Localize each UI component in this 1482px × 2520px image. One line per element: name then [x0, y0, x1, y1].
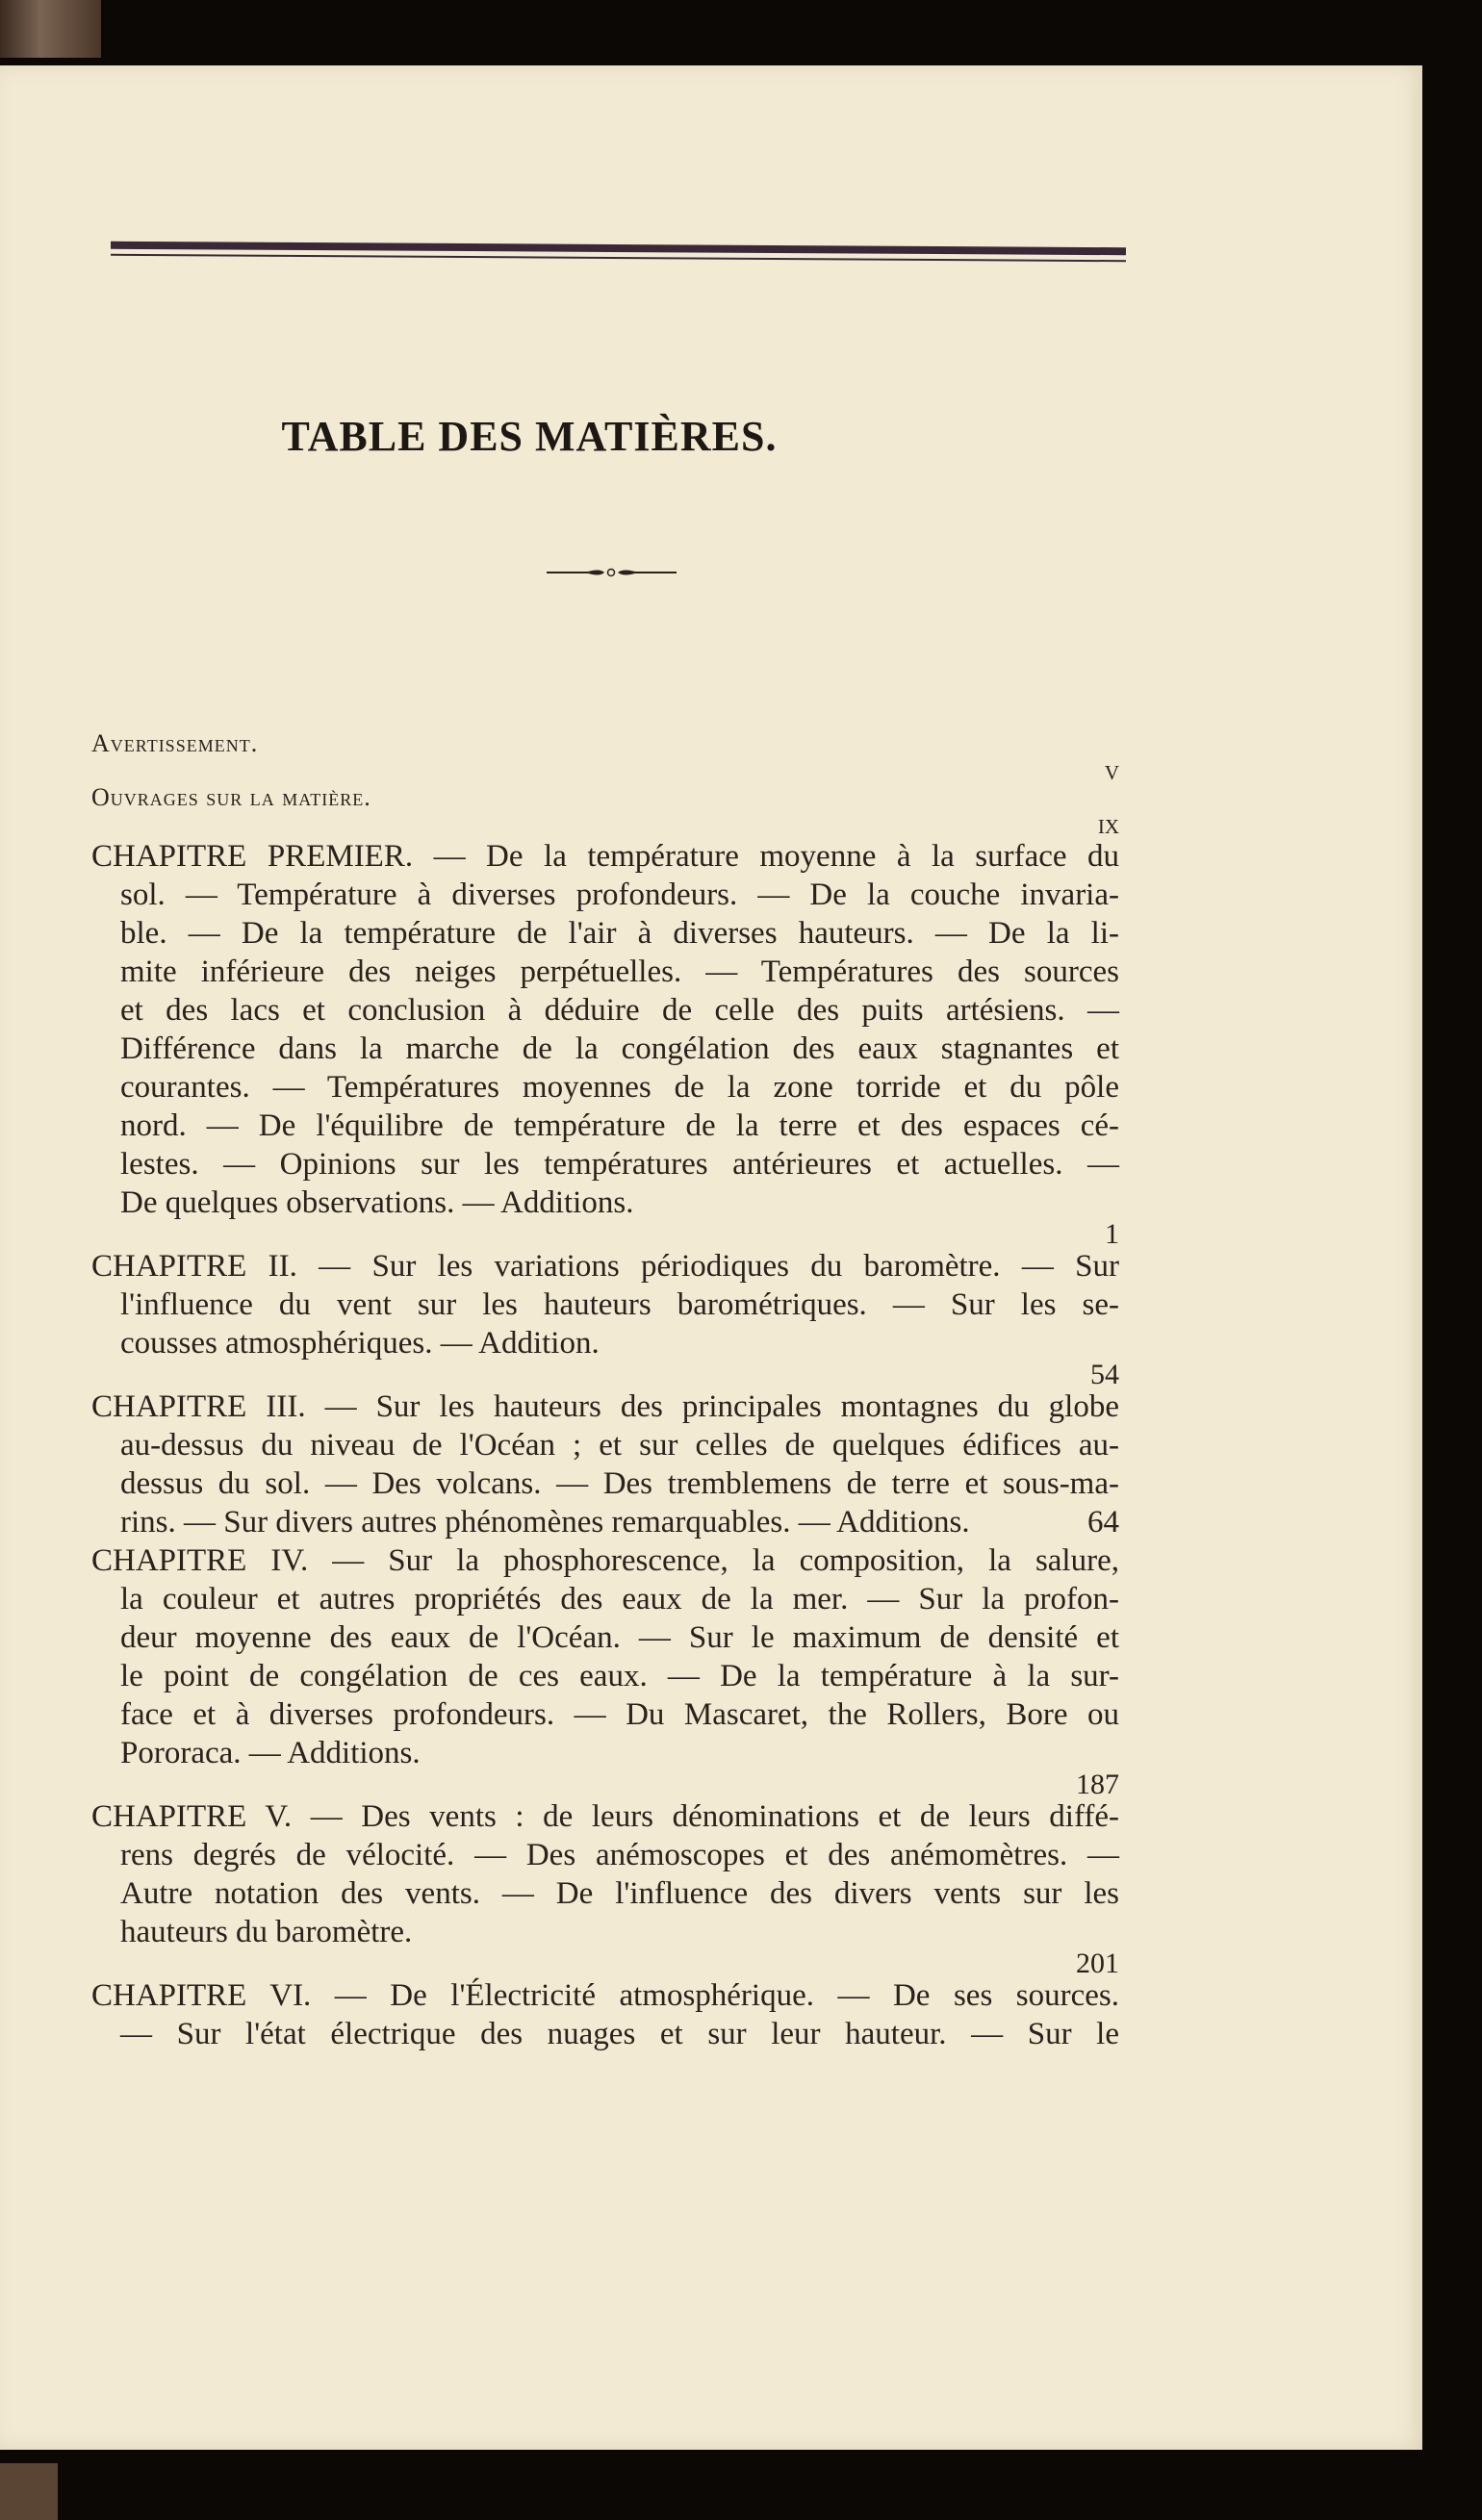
toc-line: hauteurs du baromètre. [120, 1915, 413, 1949]
toc-line: deur moyenne des eaux de l'Océan. — Sur le maximum de densité et [120, 1620, 1119, 1655]
page-number: ix [1097, 808, 1119, 840]
toc-line: Autre notation des vents. — De l'influence des divers vents sur les [120, 1876, 1119, 1911]
toc-line: la couleur et autres propriétés des eaux de la mer. — Sur la profon- [120, 1582, 1119, 1616]
toc-entry-ouvrages: Ouvrages sur la matière. [91, 783, 371, 811]
toc-line: CHAPITRE V. — Des vents : de leurs dénominations et de leurs diffé- [91, 1799, 1119, 1834]
page-number: 201 [1076, 1947, 1119, 1979]
toc-line: le point de congélation de ces eaux. — De la température à la sur- [120, 1659, 1119, 1693]
toc-entry-chapter [91, 1797, 1119, 1979]
toc-line: CHAPITRE IV. — Sur la phosphorescence, la composition, la salure, [91, 1543, 1119, 1578]
toc-line: CHAPITRE II. — Sur les variations périodiques du baromètre. — Sur [91, 1249, 1119, 1284]
toc-line: dessus du sol. — Des volcans. — Des tremblemens de terre et sous-ma- [120, 1466, 1119, 1501]
toc-entry-chapter [91, 1541, 1119, 1800]
toc-line: au-dessus du niveau de l'Océan ; et sur celles de quelques édifices au- [120, 1428, 1119, 1463]
toc-line: nord. — De l'équilibre de température de la terre et des espaces cé- [120, 1108, 1119, 1143]
toc-entry-chapter [91, 1387, 1119, 1541]
toc-line: — Sur l'état électrique des nuages et sur leur hauteur. — Sur le [120, 2017, 1119, 2051]
toc-line: rens degrés de vélocité. — Des anémoscopes et des anémomètres. — [120, 1838, 1119, 1872]
toc-line: mite inférieure des neiges perpétuelles. — Températures des sources [120, 955, 1119, 989]
toc-line: face et à diverses profondeurs. — Du Mascaret, the Rollers, Bore ou [120, 1697, 1119, 1732]
book-spine-bottom [0, 2463, 58, 2520]
toc-line: Pororaca. — Additions. [120, 1736, 421, 1770]
toc-line: CHAPITRE VI. — De l'Électricité atmosphérique. — De ses sources. [91, 1978, 1119, 2013]
toc-line: De quelques observations. — Additions. [120, 1185, 634, 1220]
toc-line: ble. — De la température de l'air à diverses hauteurs. — De la li- [120, 916, 1119, 951]
toc-line [91, 1503, 1119, 1541]
toc-line: CHAPITRE III. — Sur les hauteurs des principales montagnes du globe [91, 1389, 1119, 1424]
toc-line: et des lacs et conclusion à déduire de celle des puits artésiens. — [120, 993, 1119, 1028]
table-of-contents [91, 729, 1119, 2053]
toc-entry-avertissement: Avertissement. [91, 729, 259, 757]
page-number: 54 [1090, 1359, 1119, 1390]
page-number: 64 [1087, 1505, 1119, 1540]
toc-line: sol. — Température à diverses profondeurs. — De la couche invaria- [120, 878, 1119, 912]
toc-line-text: rins. — Sur divers autres phénomènes remarquables. — Additions. [120, 1505, 970, 1540]
toc-line: Différence dans la marche de la congélation des eaux stagnantes et [120, 1031, 1119, 1066]
toc-entry-chapter [91, 1247, 1119, 1390]
toc-entry-chapter [91, 837, 1119, 1250]
toc-line: l'influence du vent sur les hauteurs barométriques. — Sur les se- [120, 1287, 1119, 1322]
page-number: v [1104, 754, 1119, 786]
toc-entry-chapter [91, 1976, 1119, 2053]
ornament-divider [547, 566, 677, 579]
page-title: TABLE DES MATIÈRES. [281, 413, 778, 460]
page-number: 1 [1105, 1218, 1119, 1250]
toc-line: lestes. — Opinions sur les températures antérieures et actuelles. — [120, 1147, 1119, 1182]
book-page [0, 65, 1422, 2450]
header-double-rule [111, 244, 1126, 259]
page-number: 187 [1076, 1769, 1119, 1800]
toc-line: CHAPITRE PREMIER. — De la température moyenne à la surface du [91, 839, 1119, 874]
toc-line: cousses atmosphériques. — Addition. [120, 1326, 600, 1361]
book-spine [0, 0, 101, 58]
toc-line: courantes. — Températures moyennes de la zone torride et du pôle [120, 1070, 1119, 1105]
